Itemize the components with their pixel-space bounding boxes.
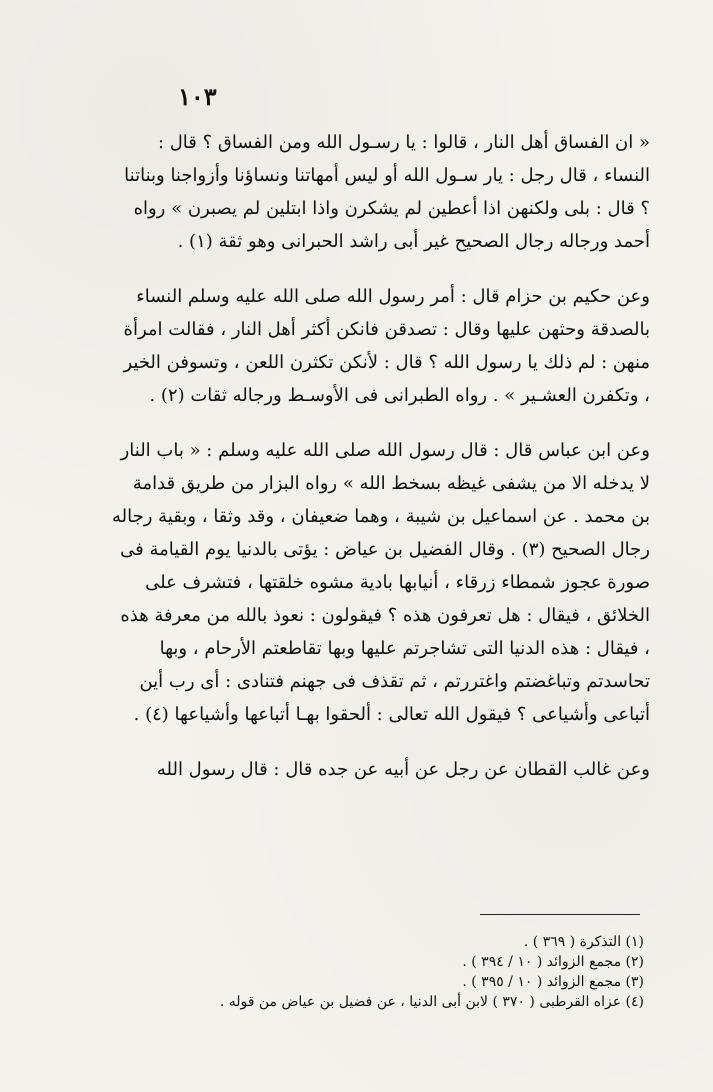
footnote-2: (٢) مجمع الزوائد ( ١٠ / ٣٩٤ ) . <box>462 954 644 970</box>
footnote-4: (٤) عزاه القرطبى ( ٣٧٠ ) لابن أبى الدنيا ، عن فضيل بن عياض من قوله . <box>219 994 644 1010</box>
page-number: ١٠٣ <box>178 82 217 111</box>
footnote-3: (٣) مجمع الزوائد ( ١٠ / ٣٩٥ ) . <box>462 974 644 990</box>
paragraph-1: « ان الفساق أهل النار ، قالوا : يا رسـول الله ومن الفساق ؟ قال : النساء ، قال رجل : يار سـول الله أو ليس أمهاتنا ونساؤنا وأزواجنا وبناتنا ؟ قال : بلى ولكنهن اذا أعطين لم يشكرن واذا ابتلين لم يصبرن » رواه أحمد ورجاله رجال الصحيح غير أبى راشد الحبرانى وهو ثقة (١) . <box>124 132 650 252</box>
main-text <box>112 126 650 786</box>
paragraph-4: وعن غالب القطان عن رجل عن أبيه عن جده قال : قال رسول الله <box>156 759 650 780</box>
paragraph-2: وعن حكيم بن حزام قال : أمر رسول الله صلى الله عليه وسلم النساء بالصدقة وحثهن عليها وقال : تصدقن فانكن أكثر أهل النار ، فقالت امرأة منهن : لم ذلك يا رسول الله ؟ قال : لأنكن تكثرن اللعن ، وتسوفن الخير ، وتكفرن العشـير » . رواه الطبرانى فى الأوسـط ورجاله ثقات (٢) . <box>123 286 650 406</box>
footnote-1: (١) التذكرة ( ٣٦٩ ) . <box>523 934 644 950</box>
footnote-divider <box>480 914 640 915</box>
paragraph-3: وعن ابن عباس قال : قال رسول الله صلى الله عليه وسلم : « باب النار لا يدخله الا من يشفى غيظه بسخط الله » رواه البزار من طريق قدامة بن محمد . عن اسماعيل بن شيبة ، وهما ضعيفان ، وقد وثقا ، وبقية رجاله رجال الصحيح (٣) . وقال الفضيل بن عياض : يؤتى بالدنيا يوم القيامة فى صورة عجوز شمطاء زرقاء ، أنيابها بادية مشوه خلقتها ، فتشرف على الخلائق ، فيقال : هل تعرفون هذه ؟ فيقولون : نعوذ بالله من معرفة هذه ، فيقال : هذه الدنيا التى تشاجرتم عليها وبها تقاطعتم الأرحام ، وبها تحاسدتم وتباغضتم واغتررتم ، ثم تقذف فى جهنم فتنادى : أى رب أين أتباعى وأشياعى ؟ فيقول الله تعالى : ألحقوا بهـا أتباعها وأشياعها (٤) . <box>112 440 650 725</box>
footnotes <box>120 932 644 1012</box>
